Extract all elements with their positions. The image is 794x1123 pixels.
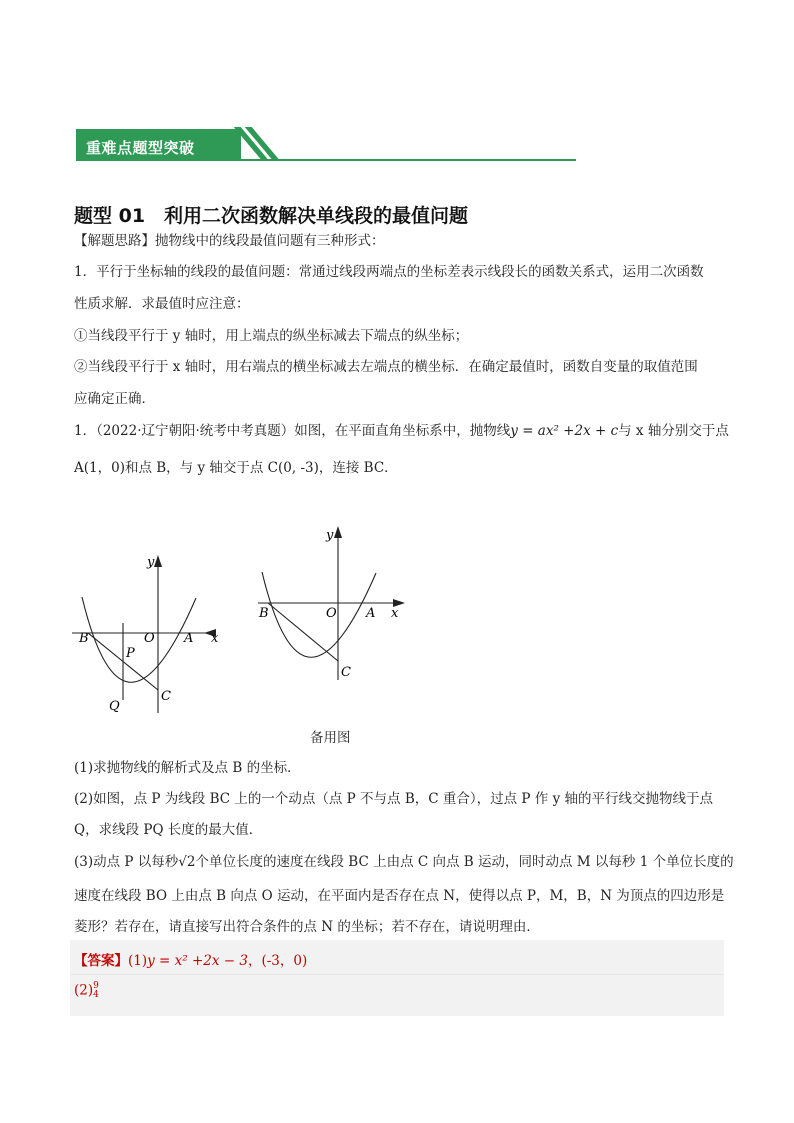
text-line: 1．平行于坐标轴的线段的最值问题：常通过线段两端点的坐标差表示线段长的函数关系式，运用二次函数 (74, 264, 704, 280)
sqrt-two: √2 (178, 854, 196, 870)
fig1-label-p: P (126, 646, 135, 661)
answer-part-2 (74, 982, 99, 1000)
banner-label: 重难点题型突破 (86, 139, 195, 157)
answer-label: 【答案】 (74, 953, 128, 969)
fig2-label-b: B (259, 606, 269, 621)
question-3-end: 菱形？若存在，请直接写出符合条件的点 N 的坐标；若不存在，请说明理由． (74, 919, 540, 935)
figure-caption: 备用图 (310, 730, 351, 746)
fig2-label-o: O (326, 606, 337, 621)
problem-intro-tail: 与 x 轴分别交于点 (618, 423, 729, 439)
fig1-label-b: B (79, 631, 89, 646)
answer-1-prefix: (1) (128, 953, 148, 969)
fig1-label-a: A (184, 631, 194, 646)
answer-1-rest: ，(-3，0) (247, 953, 308, 969)
fig2-label-c: C (341, 665, 351, 680)
parabola-formula: y = ax² +2x + c (510, 423, 619, 439)
text-line: 应确定正确． (74, 391, 155, 407)
fraction-numerator: 9 (93, 981, 99, 991)
fig1-label-q: Q (109, 699, 120, 714)
text-line: ②当线段平行于 x 轴时，用右端点的横坐标减去左端点的横坐标．在确定最值时，函数自变量的取值范围 (74, 359, 698, 375)
banner-tag (76, 129, 241, 159)
answer-1-formula: y = x² +2x − 3 (147, 953, 248, 969)
fraction-denominator: 4 (93, 990, 99, 1000)
q3-post: 个单位长度的速度在线段 BC 上由点 C 向点 B 运动，同时动点 M 以每秒 1 个单位长度的 (195, 854, 734, 870)
parabola (82, 597, 196, 682)
question-3-cont: 速度在线段 BO 上由点 B 向点 O 运动，在平面内是否存在点 N，使得以点 P，M，B，N 为顶点的四边形是 (74, 888, 725, 904)
fig1-y-label: y (147, 555, 155, 570)
problem-intro: 1．（2022·辽宁朝阳·统考中考真题）如图，在平面直角坐标系中，抛物线 (74, 423, 511, 439)
question-2: (2)如图，点 P 为线段 BC 上的一个动点（点 P 不与点 B，C 重合），过点 P 作 y 轴的平行线交抛物线于点 (74, 791, 713, 807)
fig2-label-a: A (366, 606, 376, 621)
problem-line: A(1，0)和点 B，与 y 轴交于点 C(0, -3)，连接 BC． (74, 460, 398, 476)
figure-backup (250, 520, 410, 690)
fig1-x-label: x (211, 631, 219, 646)
answer-part-1 (74, 949, 307, 969)
section-banner (76, 127, 576, 161)
problem-intro-line (74, 421, 729, 441)
answer-2-fraction (93, 982, 99, 1000)
fig2-x-label: x (391, 606, 399, 621)
fig1-label-o: O (144, 631, 155, 646)
text-line: 【解题思路】抛物线中的线段最值问题有三种形式： (74, 233, 385, 249)
answer-separator (70, 974, 724, 975)
q3-pre: (3)动点 P 以每秒 (74, 854, 179, 870)
question-3 (74, 852, 734, 872)
answer-2-prefix: (2) (74, 982, 94, 999)
question-1: (1)求抛物线的解析式及点 B 的坐标． (74, 760, 301, 776)
figure-main (70, 545, 230, 720)
section-heading: 题型 01 利用二次函数解决单线段的最值问题 (74, 205, 469, 227)
fig1-label-c: C (161, 689, 171, 704)
banner-underline (76, 159, 576, 161)
text-line: 性质求解．求最值时应注意： (74, 296, 250, 312)
fig2-y-label: y (326, 528, 334, 543)
text-line: ①当线段平行于 y 轴时，用上端点的纵坐标减去下端点的纵坐标； (74, 328, 469, 344)
question-2-cont: Q，求线段 PQ 长度的最大值． (74, 822, 263, 838)
parabola (262, 572, 376, 657)
